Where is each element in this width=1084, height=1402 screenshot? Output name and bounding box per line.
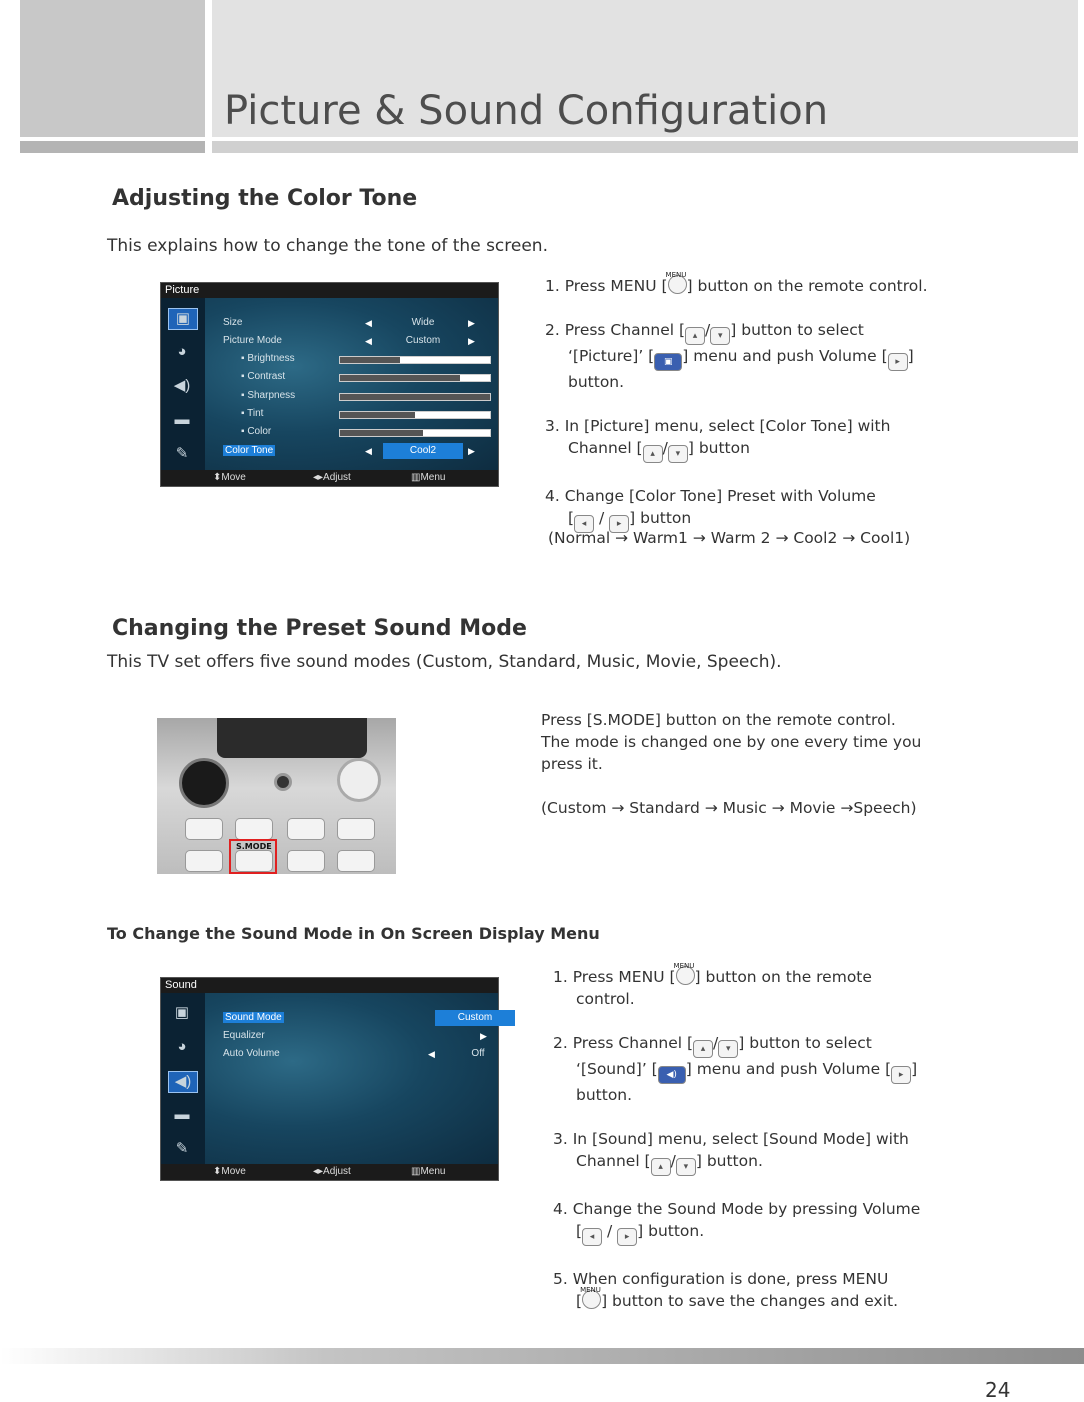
color-tone-steps: 1. Press MENU [MENU ] button on the remote control. 2. Press Channel [ ▴ / ▾ ] button to select ‘[Picture]’ [ ▣ ] menu and push Volume [ ▸ ] button. 3. In [Picture] menu, select [Color Tone] with Channel [ ▴ / ▾ ] button 4. Change [Color Tone] Preset with Volume [ ◂ / ▸ ] button xyxy=(545,275,928,533)
sound-menu-key-icon: ◀) xyxy=(658,1066,686,1084)
volume-left-key-icon: ◂ xyxy=(574,515,594,533)
menu-key-icon xyxy=(676,966,695,985)
header-bar-left xyxy=(20,141,205,153)
sharpness-slider xyxy=(339,393,491,401)
setup-icon: ◕ xyxy=(177,343,187,360)
picture-menu-key-icon: ▣ xyxy=(654,353,682,371)
menu-row-size: Size ◀ Wide ▶ xyxy=(223,317,475,328)
remote-control-photo xyxy=(157,718,396,874)
menu-row-auto-volume: Auto Volume ◀ Off ▶ xyxy=(223,1048,532,1059)
section-heading-sound-mode: Changing the Preset Sound Mode xyxy=(112,616,527,641)
footer-bar xyxy=(0,1348,1084,1364)
osd-sound-steps: 1. Press MENU [MENU ] button on the remote control. 2. Press Channel [ ▴ / ▾ ] button to select ‘[Sound]’ [ ◀) ] menu and push Volume [ ▸ ] button. 3. In [Sound] menu, select [Sound Mode] with Channel [ ▴ / ▾ ] button. 4. Change the Sound Mode by pressing Volume [ ◂ / ▸ ] button. 5. When configuration is done, press MENU [MENU ] button to save the changes and exit. xyxy=(553,966,920,1312)
picture-menu-screenshot xyxy=(160,282,499,487)
menu-footer: ⬍ Move ◂▸ Adjust ▥ Menu xyxy=(161,470,498,486)
menu-row-brightness: ▪ Brightness xyxy=(241,351,498,367)
sound-menu-title: Sound xyxy=(161,978,498,993)
volume-right-key-icon: ▸ xyxy=(617,1228,637,1246)
volume-left-key-icon: ◂ xyxy=(582,1228,602,1246)
section-heading-osd-sound: To Change the Sound Mode in On Screen Display Menu xyxy=(107,924,600,943)
channel-up-key-icon: ▴ xyxy=(685,327,705,345)
sound-mode-description: Press [S.MODE] button on the remote control. The mode is changed one by one every time you press it. (Custom → Standard → Music → Movie →Speech) xyxy=(541,711,922,817)
channel-up-key-icon: ▴ xyxy=(643,445,663,463)
setup-icon: ◕ xyxy=(177,1038,187,1055)
speaker-icon: ◀) xyxy=(168,1071,198,1093)
volume-right-key-icon: ▸ xyxy=(609,515,629,533)
brightness-slider xyxy=(339,356,491,364)
channel-icon: ▬ xyxy=(174,1106,190,1123)
channel-up-key-icon: ▴ xyxy=(693,1040,713,1058)
page-number: 24 xyxy=(985,1378,1011,1402)
volume-right-key-icon: ▸ xyxy=(888,353,908,371)
menu-sidebar xyxy=(161,298,205,470)
mute-button-icon xyxy=(337,758,381,802)
picture-icon: ▣ xyxy=(168,308,198,330)
channel-down-key-icon: ▾ xyxy=(718,1040,738,1058)
picture-icon: ▣ xyxy=(174,1004,190,1021)
color-slider xyxy=(339,429,491,437)
menu-row-picture-mode: Picture Mode ◀ Custom ▶ xyxy=(223,335,475,346)
menu-sidebar xyxy=(161,993,205,1164)
header-bar-right xyxy=(212,141,1078,153)
sound-menu-screenshot xyxy=(160,977,532,1181)
menu-row-tint: ▪ Tint xyxy=(241,406,498,422)
wrench-icon: ✎ xyxy=(175,1140,189,1157)
menu-row-color-tone: Color Tone ◀ Cool2 ▶ xyxy=(223,443,498,459)
channel-icon: ▬ xyxy=(174,411,190,428)
smode-label: S.MODE xyxy=(236,842,272,851)
contrast-slider xyxy=(339,374,491,382)
channel-down-key-icon: ▾ xyxy=(710,327,730,345)
menu-row-contrast: ▪ Contrast xyxy=(241,369,498,385)
page-title: Picture & Sound Configuration xyxy=(224,88,829,134)
menu-key-icon xyxy=(582,1290,601,1309)
menu-row-equalizer: Equalizer ▶ xyxy=(223,1030,487,1041)
volume-right-key-icon: ▸ xyxy=(891,1066,911,1084)
speaker-icon: ◀) xyxy=(173,377,191,394)
menu-row-sound-mode: Sound Mode Custom xyxy=(223,1010,498,1026)
color-tone-sequence: (Normal → Warm1 → Warm 2 → Cool2 → Cool1) xyxy=(548,529,911,547)
menu-key-icon xyxy=(668,275,687,294)
section-intro-color-tone: This explains how to change the tone of the screen. xyxy=(107,236,548,256)
section-intro-sound-mode: This TV set offers five sound modes (Custom, Standard, Music, Movie, Speech). xyxy=(107,652,782,672)
section-heading-color-tone: Adjusting the Color Tone xyxy=(112,186,418,211)
channel-down-key-icon: ▾ xyxy=(676,1158,696,1176)
tint-slider xyxy=(339,411,491,419)
header-block-left xyxy=(20,0,205,137)
menu-row-color: ▪ Color xyxy=(241,424,498,440)
menu-footer: ⬍ Move ◂▸ Adjust ▥ Menu xyxy=(161,1164,498,1180)
menu-row-sharpness: ▪ Sharpness xyxy=(241,388,498,404)
channel-up-key-icon: ▴ xyxy=(651,1158,671,1176)
power-button-icon xyxy=(179,758,229,808)
wrench-icon: ✎ xyxy=(175,445,189,462)
channel-down-key-icon: ▾ xyxy=(668,445,688,463)
picture-menu-title: Picture xyxy=(161,283,498,298)
